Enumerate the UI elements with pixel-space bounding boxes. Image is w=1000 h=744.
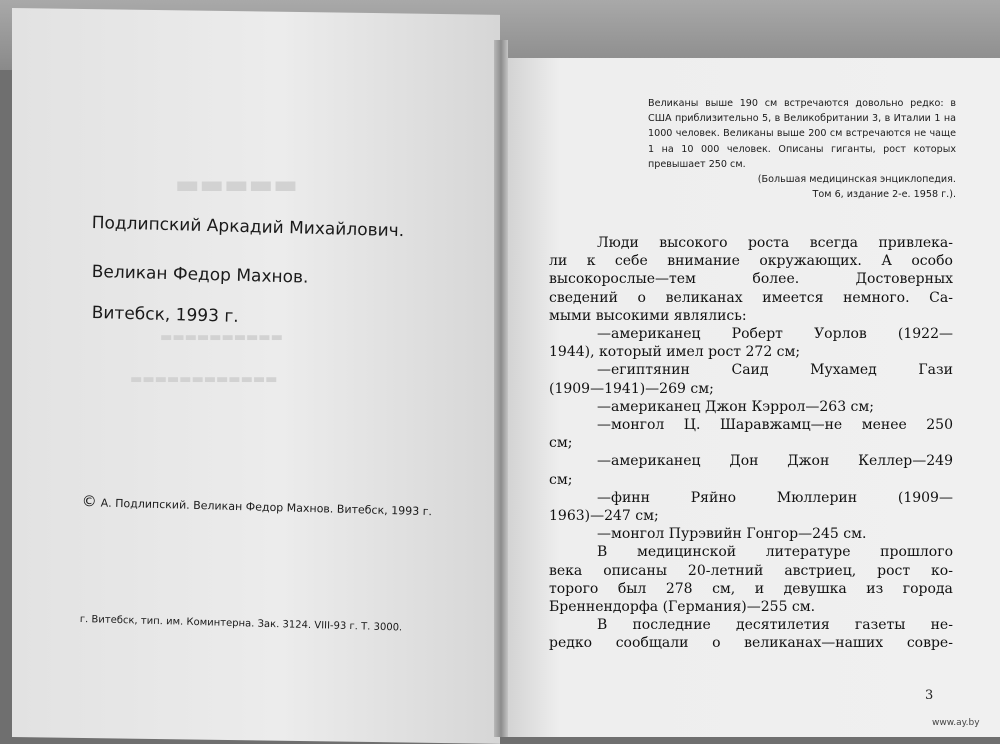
show-through-mark: ▬▬▬▬▬▬▬▬▬▬: [160, 330, 283, 345]
show-through-mark: ▬▬▬▬▬▬▬▬▬▬▬▬: [130, 372, 278, 387]
body-line: века описаны 20-летний австриец, рост ко-: [549, 562, 953, 579]
body-line: 1963)—247 см;: [549, 508, 659, 525]
body-line: см;: [549, 435, 573, 452]
body-line: сведений о великанах имеется немного. Са-: [549, 289, 953, 306]
body-line: ли к себе внимание окружающих. А особо: [549, 253, 953, 270]
body-line: —американец Роберт Уорлов (1922—: [597, 326, 953, 343]
epigraph-text: Великаны выше 190 см встречаются довольно редко: в США приблизительно 5, в Великобритании 3, в Италии 1 на 1000 человек. Великаны выше 200 см встречаются не чаще 1 на 10 000 человек. Описаны гиганты, рост которых превышает 250 см.: [648, 98, 956, 170]
body-text: [549, 234, 953, 653]
body-line: редко сообщали о великанах—наших совре-: [549, 635, 953, 652]
body-line: В медицинской литературе прошлого: [597, 544, 953, 561]
show-through-mark: ▬▬▬▬▬: [175, 170, 298, 200]
copyright-icon: ©: [81, 492, 97, 511]
body-line: см;: [549, 471, 573, 488]
body-line: высокорослые—тем более. Достоверных: [549, 271, 953, 288]
body-line: мыми высокими являлись:: [549, 307, 747, 324]
body-line: Бреннендорфа (Германия)—255 см.: [549, 599, 816, 616]
page-number: 3: [925, 688, 934, 703]
imprint-line: г. Витебск, тип. им. Коминтерна. Зак. 3124. VIII-93 г. Т. 3000.: [79, 614, 403, 634]
body-line: 1944), который имел рост 272 см;: [549, 344, 801, 361]
body-line: —финн Ряйно Мюллерин (1909—: [597, 489, 953, 506]
copyright-text: А. Подлипский. Великан Федор Махнов. Витебск, 1993 г.: [100, 496, 433, 519]
author-line: Подлипский Аркадий Михайлович.: [91, 213, 405, 242]
body-line: —египтянин Саид Мухамед Гази: [597, 362, 953, 379]
body-line: —монгол Ц. Шаравжамц—не менее 250: [597, 417, 953, 434]
body-line: Люди высокого роста всегда привлека-: [597, 235, 953, 251]
city-year: Витебск, 1993 г.: [91, 303, 239, 327]
watermark: www.ay.by: [932, 718, 980, 728]
book-gutter: [494, 40, 508, 737]
body-line: —американец Джон Кэррол—263 см;: [597, 398, 874, 415]
book-title: Великан Федор Махнов.: [91, 262, 309, 288]
epigraph-source-2: Том 6, издание 2-е. 1958 г.).: [812, 189, 956, 201]
body-line: —монгол Пурэвийн Гонгор—245 см.: [597, 526, 867, 543]
body-line: —американец Дон Джон Келлер—249: [597, 453, 953, 470]
body-line: В последние десятилетия газеты не-: [597, 617, 953, 634]
body-line: торого был 278 см, и девушка из города: [549, 580, 953, 597]
epigraph-source-1: (Большая медицинская энциклопедия.: [757, 174, 956, 186]
body-line: (1909—1941)—269 см;: [549, 380, 714, 397]
epigraph: [648, 96, 956, 202]
